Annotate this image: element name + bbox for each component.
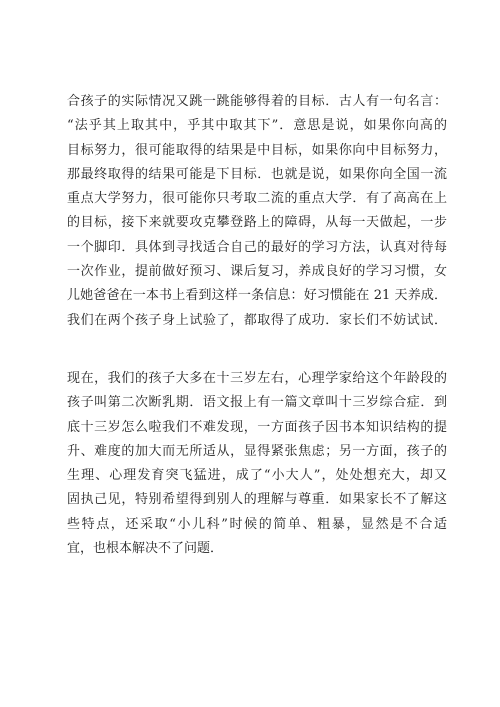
text-line: 一个脚印．具体到寻找适合自己的最好的学习方法，认真对待每 [67, 239, 447, 255]
text-line: 我们在两个孩子身上试验了，都取得了成功．家长们不妨试试． [67, 312, 447, 328]
text-line: 那最终取得的结果可能是下目标．也就是说，如果你向全国一流 [67, 166, 447, 182]
paragraph-habits [67, 90, 447, 333]
text-line: 现在，我们的孩子大多在十三岁左右，心理学家给这个年龄段的 [67, 371, 447, 386]
text-line: 固执己见，特别希望得到别人的理解与尊重．如果家长不了解这 [67, 492, 447, 508]
text-line: 的目标，接下来就要攻克攀登路上的障碍，从每一天做起，一步 [67, 215, 447, 231]
text-line: 些特点，还采取“小儿科”时候的简单、粗暴，显然是不合适 [67, 516, 447, 532]
text-line: 儿她爸爸在一本书上看到这样一条信息：好习惯能在 21 天养成． [67, 288, 447, 304]
text-line: 重点大学努力，很可能你只考取二流的重点大学．有了高高在上 [67, 191, 447, 207]
text-line: 宜，也根本解决不了问题． [67, 541, 224, 557]
paragraph-age-thirteen [67, 367, 447, 561]
text-line: 一次作业，提前做好预习、课后复习，养成良好的学习习惯，女 [67, 264, 447, 280]
text-line: 生理、心理发育突飞猛进，成了“小大人”，处处想充大，却又 [67, 468, 447, 484]
text-line: 升、难度的加大而无所适从，显得紧张焦虑；另一方面，孩子的 [67, 443, 447, 459]
text-line: 孩子叫第二次断乳期．语文报上有一篇文章叫十三岁综合症．到 [67, 395, 447, 411]
text-line: 底十三岁怎么啦我们不难发现，一方面孩子因书本知识结构的提 [67, 419, 447, 435]
text-line: 合孩子的实际情况又跳一跳能够得着的目标．古人有一句名言： [67, 94, 447, 109]
text-line: 目标努力，很可能取得的结果是中目标，如果你向中目标努力， [67, 142, 447, 158]
text-line: “法乎其上取其中，乎其中取其下”．意思是说，如果你向高的 [67, 118, 447, 134]
